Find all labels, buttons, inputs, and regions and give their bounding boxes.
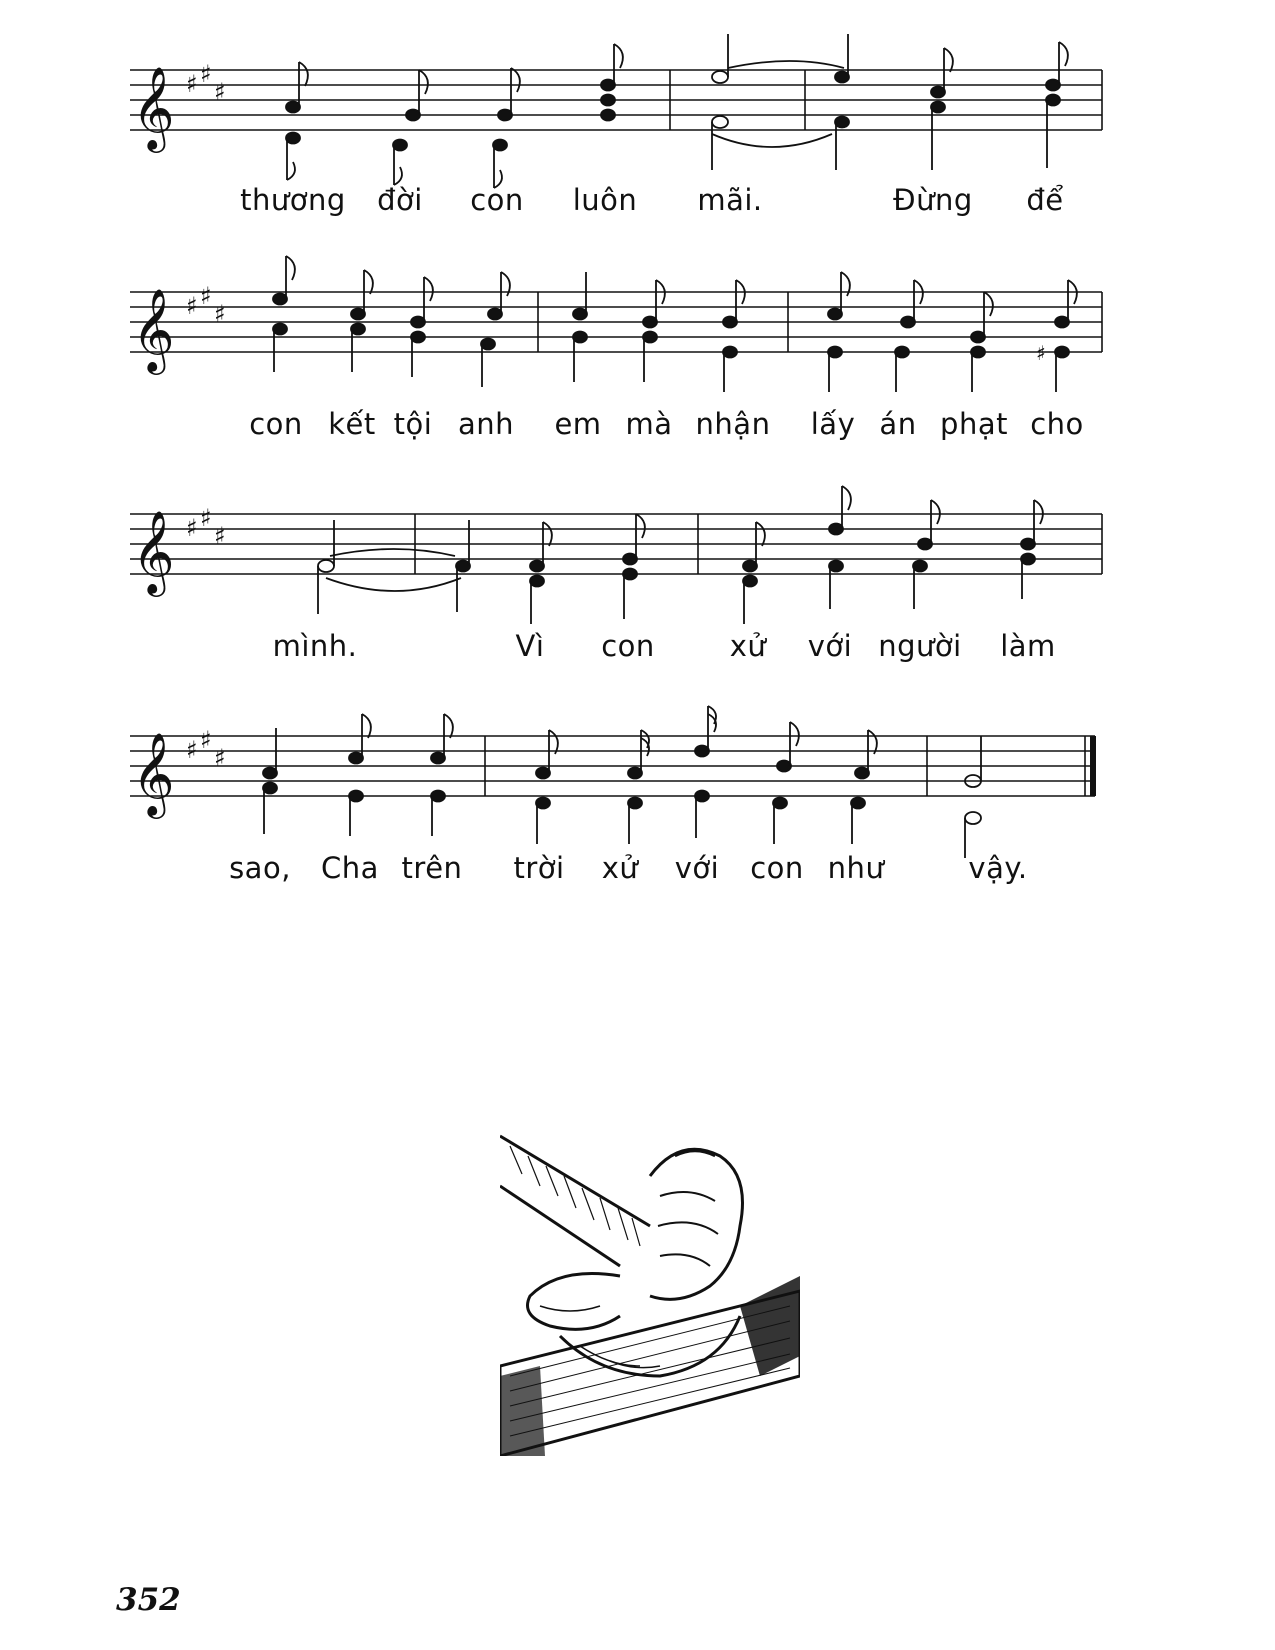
- lyrics-line-4: [130, 851, 1105, 891]
- lyric-syllable: luôn: [572, 183, 638, 217]
- lyrics-line-2: [130, 407, 1105, 447]
- lyric-syllable: nhận: [695, 407, 771, 441]
- svg-text:♯: ♯: [200, 726, 212, 754]
- svg-text:♯: ♯: [200, 60, 212, 88]
- svg-text:♯: ♯: [214, 744, 226, 772]
- lyric-syllable: mãi.: [697, 183, 763, 217]
- lyric-syllable: Đừng: [893, 183, 973, 217]
- lyric-syllable: để: [1026, 183, 1064, 217]
- svg-text:𝄞: 𝄞: [132, 731, 175, 815]
- lyric-syllable: lấy: [810, 407, 856, 441]
- lyric-syllable: làm: [1000, 629, 1056, 663]
- lyric-syllable: phạt: [940, 407, 1008, 441]
- staff-4: [130, 706, 1105, 856]
- lyric-syllable: con: [601, 629, 655, 663]
- lyrics-line-1: [130, 183, 1105, 223]
- svg-text:♯: ♯: [186, 514, 198, 542]
- music-system-2: [130, 262, 1105, 462]
- lyric-syllable: mà: [625, 407, 673, 441]
- lyric-syllable: thương: [240, 183, 346, 217]
- lyric-syllable: cho: [1030, 407, 1084, 441]
- lyric-syllable: Vì: [515, 629, 545, 663]
- svg-text:♯: ♯: [200, 504, 212, 532]
- svg-text:♯: ♯: [200, 282, 212, 310]
- svg-text:♯: ♯: [186, 292, 198, 320]
- lyric-syllable: con: [470, 183, 524, 217]
- staff-2: [130, 262, 1105, 412]
- lyric-syllable: Cha: [321, 851, 379, 885]
- hand-sketch-icon: [500, 1076, 800, 1456]
- lyric-syllable: như: [827, 851, 885, 885]
- lyric-syllable: vậy.: [968, 851, 1028, 885]
- lyric-syllable: xử: [601, 851, 639, 885]
- svg-text:♯: ♯: [214, 300, 226, 328]
- lyric-syllable: với: [807, 629, 853, 663]
- lyric-syllable: mình.: [272, 629, 358, 663]
- lyric-syllable: xử: [729, 629, 767, 663]
- lyric-syllable: con: [750, 851, 804, 885]
- music-system-4: [130, 706, 1105, 906]
- lyric-syllable: tội: [393, 407, 433, 441]
- svg-text:𝄞: 𝄞: [132, 65, 175, 149]
- lyrics-line-3: [130, 629, 1105, 669]
- svg-text:♯: ♯: [214, 78, 226, 106]
- page-number: 352: [116, 1582, 181, 1618]
- svg-text:♯: ♯: [186, 736, 198, 764]
- lyric-syllable: em: [554, 407, 602, 441]
- lyric-syllable: với: [674, 851, 720, 885]
- music-system-3: [130, 484, 1105, 684]
- lyric-syllable: kết: [328, 407, 376, 441]
- hand-with-stone-illustration: [500, 1076, 800, 1456]
- lyric-syllable: sao,: [229, 851, 291, 885]
- svg-text:♯: ♯: [1036, 341, 1046, 365]
- svg-text:𝄞: 𝄞: [132, 509, 175, 593]
- lyric-syllable: anh: [457, 407, 515, 441]
- staff-1: [130, 40, 1105, 190]
- music-system-1: [130, 40, 1105, 240]
- lyric-syllable: trên: [401, 851, 463, 885]
- staff-3: [130, 484, 1105, 634]
- lyric-syllable: con: [249, 407, 303, 441]
- lyric-syllable: người: [878, 629, 962, 663]
- svg-text:♯: ♯: [214, 522, 226, 550]
- lyric-syllable: đời: [377, 183, 423, 217]
- lyric-syllable: trời: [513, 851, 565, 885]
- svg-text:♯: ♯: [186, 70, 198, 98]
- svg-text:𝄞: 𝄞: [132, 287, 175, 371]
- lyric-syllable: án: [879, 407, 917, 441]
